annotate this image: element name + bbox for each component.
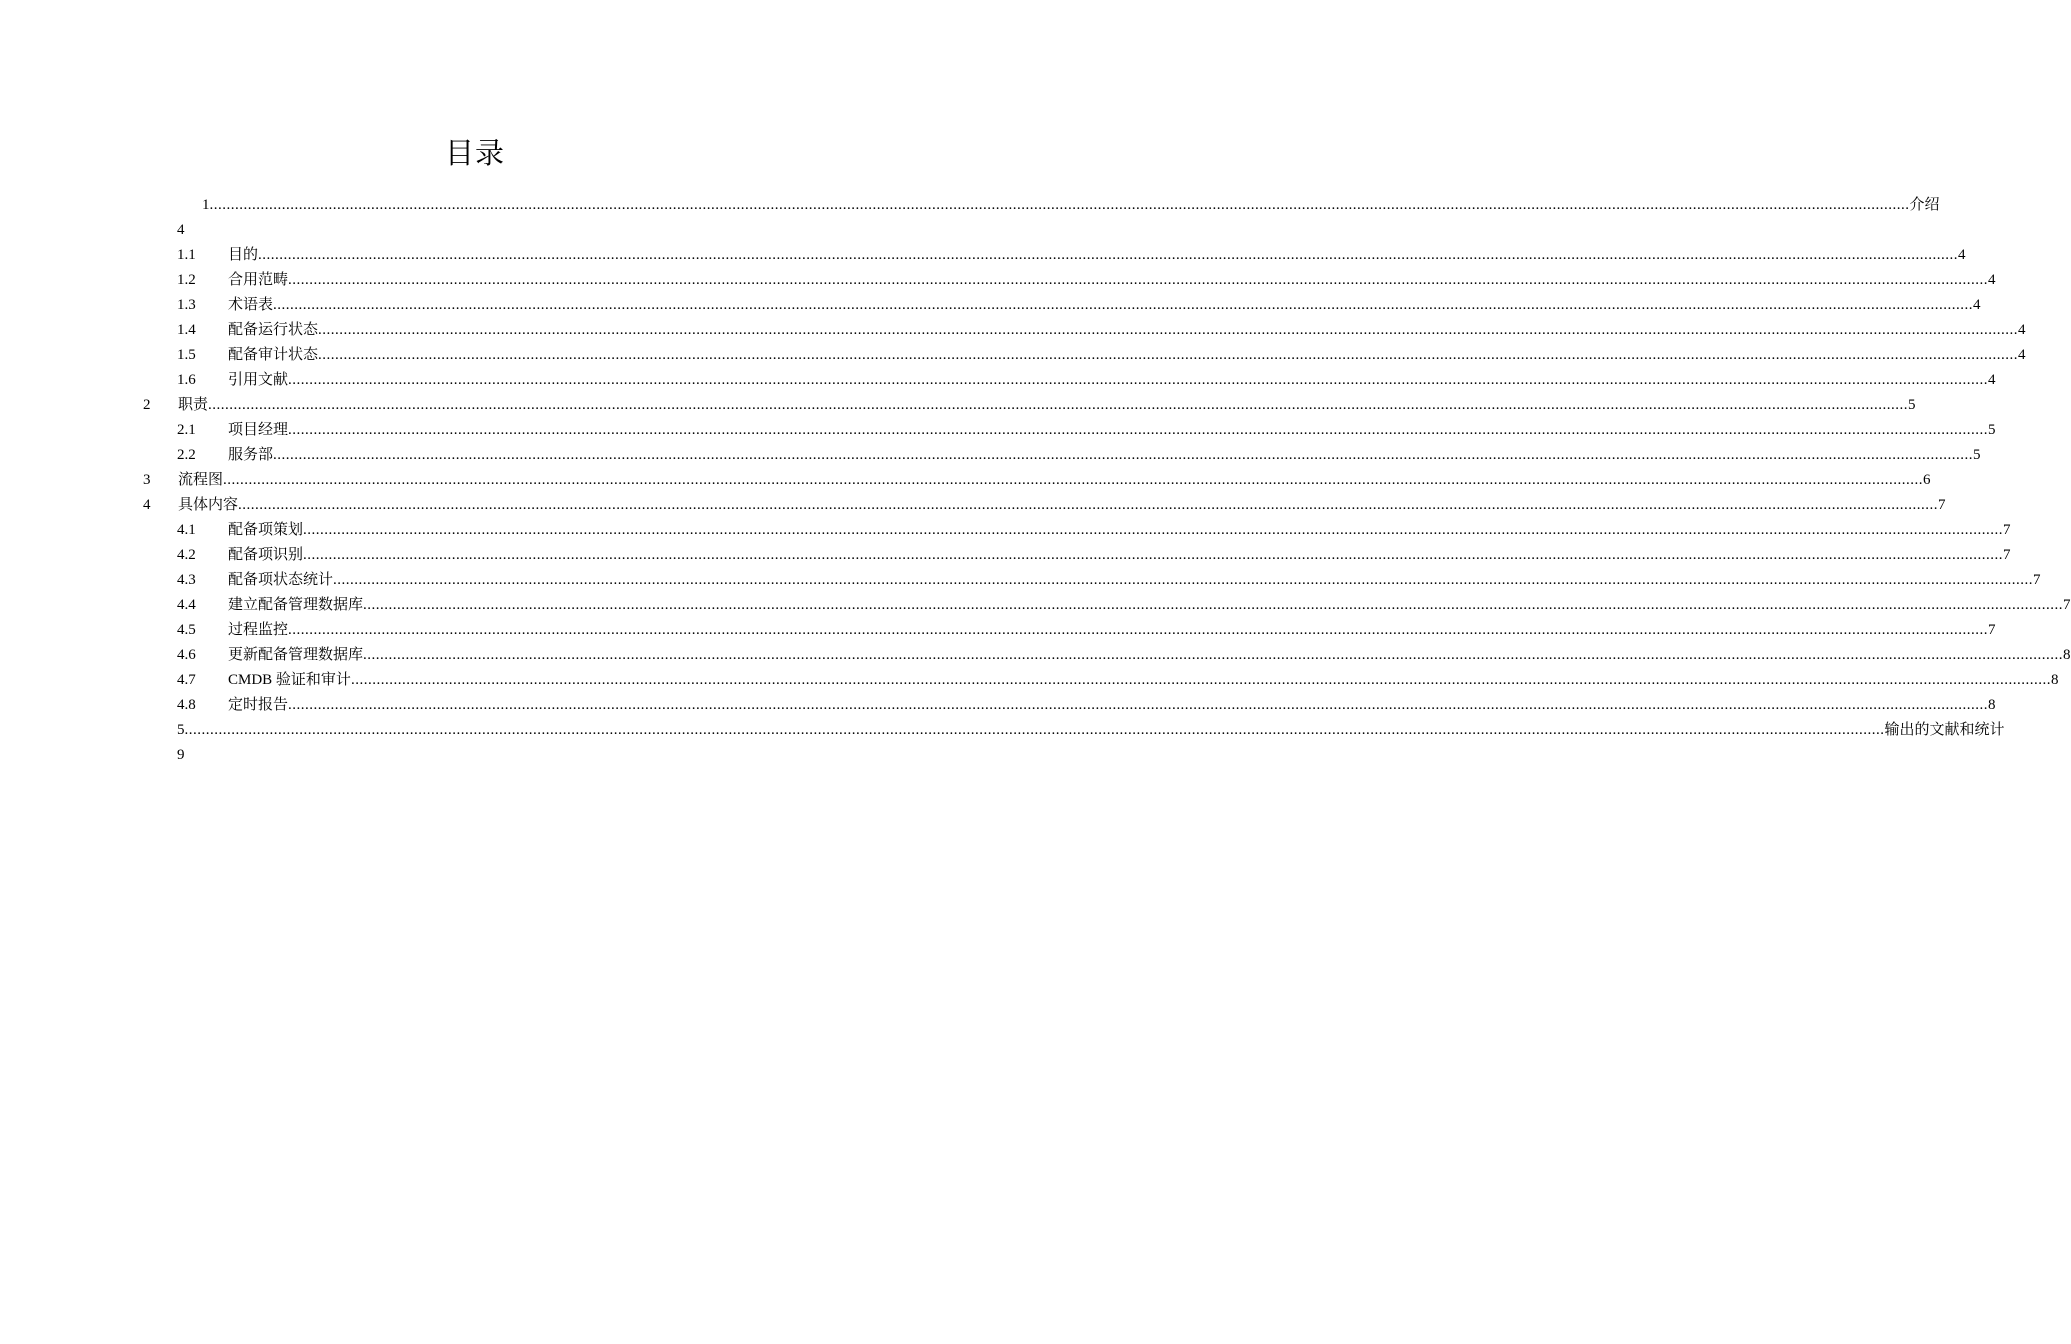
toc-entry-number: 4.5 [177,622,196,638]
dot-leader: ................................................................................................................................................................................................................................................................................................................................................................................................................ [273,447,1974,463]
toc-entry-page: 7 [1988,622,1996,638]
dot-leader: ................................................................................................................................................................................................................................................................................................................................................................................................................ [288,622,1989,638]
toc-entry[interactable] [0,418,1996,443]
toc-entry-page: 7 [2003,547,2011,563]
toc-entry-leader-line [228,318,2026,343]
toc-entry-page: 4 [1973,297,1981,313]
toc-entry-label: 项目经理 [228,422,289,438]
toc-entry-label: 术语表 [228,297,274,313]
toc-entry-number: 4 [143,497,151,513]
toc-entry-label: 1 [202,197,210,213]
toc-entry-leader-line [228,543,2011,568]
dot-leader: ................................................................................................................................................................................................................................................................................................................................................................................................................ [223,472,1924,488]
toc-entry[interactable] [0,518,2011,543]
dot-leader: ................................................................................................................................................................................................................................................................................................................................................................................................................ [318,347,2019,363]
toc-entry-label: 职责 [178,397,209,413]
toc-entry[interactable] [0,543,2011,568]
toc-entry-page: 7 [2033,572,2041,588]
toc-entry-number: 2 [143,397,151,413]
toc-entry-leader-line [228,418,1996,443]
toc-entry-number: 4.8 [177,697,196,713]
toc-entry-page: 5 [1908,397,1916,413]
toc-entry[interactable] [0,568,2041,593]
toc-entry-number: 1.1 [177,247,196,263]
toc-entry-label: 更新配备管理数据库 [228,647,364,663]
dot-leader: ................................................................................................................................................................................................................................................................................................................................................................................................................ [350,672,2051,688]
toc-entry[interactable] [0,268,1996,293]
dot-leader: ................................................................................................................................................................................................................................................................................................................................................................................................................ [288,422,1989,438]
toc-entry[interactable] [0,493,1946,518]
toc-entry-number: 1.2 [177,272,196,288]
toc-entry-label: 过程监控 [228,622,289,638]
toc-entry-leader-line [228,368,1996,393]
toc-entry-page: 8 [2050,672,2059,688]
toc-entry-page: 8 [1988,697,1996,713]
toc-entry-leader-line [228,593,2071,618]
toc-entry-leader-line [228,668,2059,693]
toc-entry-label: CMDB 验证和审计 [228,672,351,688]
toc-entry-label: 5 [177,722,185,738]
toc-entry-continuation [0,218,950,243]
toc-entry[interactable] [0,293,1981,318]
toc-entry-leader-line [228,568,2041,593]
table-of-contents [0,193,2071,768]
dot-leader: ................................................................................................................................................................................................................................................................................................................................................................................................................ [363,597,2064,613]
toc-entry-page: 5 [1988,422,1996,438]
dot-leader: ................................................................................................................................................................................................................................................................................................................................................................................................................ [209,197,1910,213]
toc-entry-label: 服务部 [228,447,274,463]
toc-entry-leader-line [178,468,1931,493]
toc-entry-page: 4 [2018,322,2026,338]
toc-entry-number: 1.3 [177,297,196,313]
dot-leader: ................................................................................................................................................................................................................................................................................................................................................................................................................ [303,522,2004,538]
toc-entry-page: 7 [1938,497,1946,513]
toc-entry-label: 配备项状态统计 [228,572,334,588]
toc-entry[interactable] [0,593,2071,618]
toc-entry[interactable] [0,468,1931,493]
toc-entry-number: 4.7 [177,672,196,688]
toc-entry-label: 配备项识别 [228,547,304,563]
toc-entry[interactable] [0,718,2005,743]
dot-leader: ................................................................................................................................................................................................................................................................................................................................................................................................................ [258,247,1959,263]
toc-entry-page: 输出的文献和统计 [1884,722,2005,738]
dot-leader: ................................................................................................................................................................................................................................................................................................................................................................................................................ [288,272,1989,288]
toc-entry-label: 具体内容 [178,497,239,513]
toc-entry-page-wrapped: 9 [177,747,185,763]
toc-entry-label: 配备项策划 [228,522,304,538]
toc-entry-number: 3 [143,472,151,488]
toc-entry-leader-line [228,693,1996,718]
toc-entry-label: 配备审计状态 [228,347,319,363]
toc-entry-page: 4 [2018,347,2026,363]
toc-entry-continuation [0,743,950,768]
toc-entry-page: 6 [1923,472,1931,488]
dot-leader: ................................................................................................................................................................................................................................................................................................................................................................................................................ [303,547,2004,563]
dot-leader: ................................................................................................................................................................................................................................................................................................................................................................................................................ [333,572,2034,588]
toc-entry-page: 4 [1958,247,1966,263]
toc-entry-label: 引用文献 [228,372,289,388]
dot-leader: ................................................................................................................................................................................................................................................................................................................................................................................................................ [238,497,1939,513]
toc-entry-leader-line [228,443,1981,468]
toc-entry-number: 4.3 [177,572,196,588]
toc-entry-number: 1.4 [177,322,196,338]
toc-entry-number: 1.6 [177,372,196,388]
toc-entry[interactable] [0,393,1916,418]
toc-entry-number: 4.1 [177,522,196,538]
toc-entry[interactable] [0,668,2059,693]
dot-leader: ................................................................................................................................................................................................................................................................................................................................................................................................................ [273,297,1974,313]
toc-entry-leader-line [178,393,1916,418]
toc-entry[interactable] [0,318,2026,343]
toc-entry-page: 5 [1973,447,1981,463]
toc-entry-number: 4.4 [177,597,196,613]
toc-entry[interactable] [0,368,1996,393]
toc-entry-leader-line [202,193,1940,218]
toc-entry-page: 介绍 [1909,197,1940,213]
toc-entry-leader-line [228,518,2011,543]
toc-entry-label: 建立配备管理数据库 [228,597,364,613]
dot-leader: ................................................................................................................................................................................................................................................................................................................................................................................................................ [363,647,2064,663]
toc-entry-leader-line [228,293,1981,318]
toc-entry-label: 流程图 [178,472,224,488]
toc-entry-leader-line [228,343,2026,368]
toc-entry-number: 1.5 [177,347,196,363]
toc-entry[interactable] [0,343,2026,368]
toc-entry[interactable] [0,618,1996,643]
toc-entry-label: 目的 [228,247,259,263]
toc-entry-leader-line [228,268,1996,293]
toc-entry[interactable] [0,643,2071,668]
dot-leader: ................................................................................................................................................................................................................................................................................................................................................................................................................ [208,397,1909,413]
toc-entry-number: 2.1 [177,422,196,438]
dot-leader: ................................................................................................................................................................................................................................................................................................................................................................................................................ [318,322,2019,338]
toc-entry-leader-line [228,618,1996,643]
toc-entry[interactable] [0,693,1996,718]
toc-entry-page: 4 [1988,372,1996,388]
toc-entry-leader-line [177,718,2005,743]
toc-entry-page: 4 [1988,272,1996,288]
toc-entry-page: 8 [2063,647,2071,663]
toc-entry-leader-line [228,243,1966,268]
toc-entry[interactable] [0,193,1940,218]
toc-entry[interactable] [0,443,1981,468]
toc-entry-page: 7 [2003,522,2011,538]
dot-leader: ................................................................................................................................................................................................................................................................................................................................................................................................................ [288,372,1989,388]
toc-entry-number: 4.6 [177,647,196,663]
toc-entry[interactable] [0,243,1966,268]
dot-leader: ................................................................................................................................................................................................................................................................................................................................................................................................................ [184,722,1885,738]
toc-entry-label: 配备运行状态 [228,322,319,338]
dot-leader: ................................................................................................................................................................................................................................................................................................................................................................................................................ [288,697,1989,713]
toc-entry-number: 4.2 [177,547,196,563]
toc-entry-page-wrapped: 4 [177,222,185,238]
toc-entry-leader-line [228,643,2071,668]
toc-entry-label: 合用范畴 [228,272,289,288]
toc-entry-page: 7 [2063,597,2071,613]
toc-entry-leader-line [178,493,1946,518]
toc-entry-label: 定时报告 [228,697,289,713]
page-title: 目录 [444,138,505,170]
toc-entry-number: 2.2 [177,447,196,463]
